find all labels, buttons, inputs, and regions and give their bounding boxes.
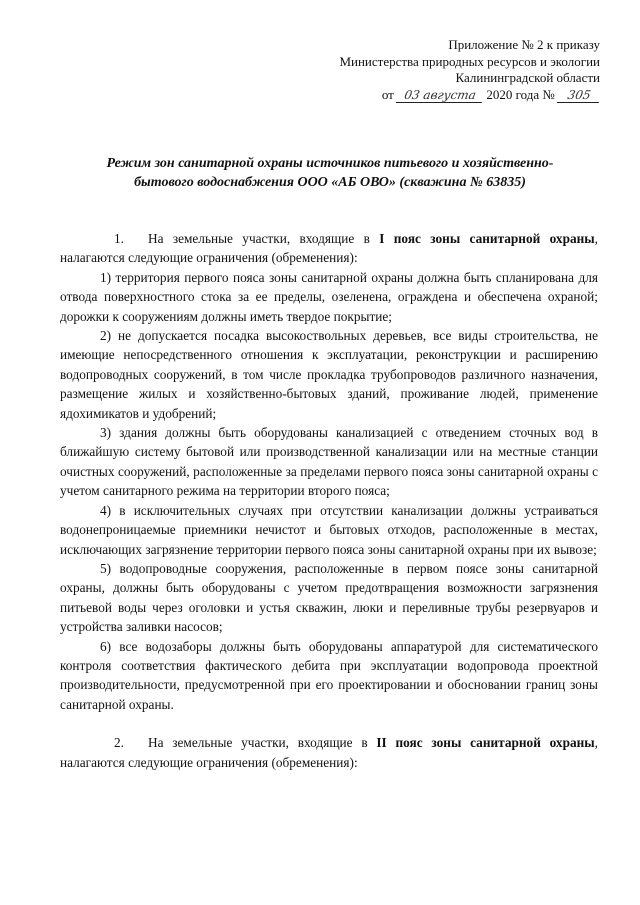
document-title (60, 154, 600, 192)
section-2-intro: 2. На земельные участки, входящие в II пояс зоны санитарной охраны, налагаются следующие ограничения (обременения): (60, 735, 598, 770)
handwritten-order-number: 305 (557, 89, 601, 103)
section-1-item-4: 4) в исключительных случаях при отсутствии канализации должны устраиваться водонепроницаемые приемники нечистот и бытовых отходов, расположенные в местах, исключающих загрязнение территории первого пояса зоны санитарной охраны при их вывозе; (60, 502, 598, 557)
title-line-2: бытового водоснабжения ООО «АБ ОВО» (скважина № 63835) (134, 175, 526, 190)
section-1-number: 1. (114, 231, 124, 246)
title-line-1: Режим зон санитарной охраны источников питьевого и хозяйственно- (106, 156, 554, 171)
section-1-intro: 1. На земельные участки, входящие в I пояс зоны санитарной охраны, налагаются следующие ограничения (обременения): (60, 231, 598, 266)
appendix-line-1: Приложение № 2 к приказу (448, 37, 600, 52)
zone-2-label: II пояс зоны санитарной охраны (376, 735, 595, 751)
zone-1-label: I пояс зоны санитарной охраны (379, 231, 595, 246)
section-1-item-5: 5) водопроводные сооружения, расположенные в первом поясе зоны санитарной охраны, должны быть оборудованы с учетом предотвращения возможности загрязнения питьевой воды через оголовки и устья скважин, люки и переливные трубы резервуаров и устройства заливки насосов; (60, 560, 598, 635)
appendix-line-2: Министерства природных ресурсов и экологии (339, 53, 600, 69)
appendix-line-3: Калининградской области (455, 70, 600, 85)
appendix-date-row (300, 87, 600, 104)
section-1-item-2: 2) не допускается посадка высокоствольных деревьев, все виды строительства, не имеющие непосредственного отношения к эксплуатации, реконструкции и расширению водопроводных сооружений, в том числе прокладка трубопроводов различного назначения, размещение жилых и хозяйственно-бытовых зданий, проживание людей, применение ядохимикатов и удобрений; (60, 328, 598, 421)
year-text: 2020 года № (486, 86, 555, 102)
section-2-number: 2. (114, 735, 124, 751)
section-1-item-3: 3) здания должны быть оборудованы канализацией с отведением сточных вод в ближайшую систему бытовой или производственной канализации или на местные станции очистных сооружений, расположенные за пределами первого пояса зоны санитарной охраны с учетом санитарного режима на территории второго пояса; (60, 425, 598, 499)
from-label: от (381, 86, 394, 102)
section-1-item-1: 1) территория первого пояса зоны санитарной охраны должна быть спланирована для отвода поверхностного стока за ее пределы, озеленена, ограждена и обеспечена охраной; дорожки к сооружениям должны иметь твердое покрытие; (60, 269, 598, 324)
appendix-header (300, 37, 600, 103)
handwritten-date: 03 августа (396, 89, 484, 103)
section-1-item-6: 6) все водозаборы должны быть оборудованы аппаратурой для систематического контроля соответствия фактического дебита при эксплуатации водопровода проектной производительности, предусмотренной при его проектировании и обосновании границ зоны санитарной охраны. (60, 638, 598, 712)
document-body (60, 229, 598, 772)
